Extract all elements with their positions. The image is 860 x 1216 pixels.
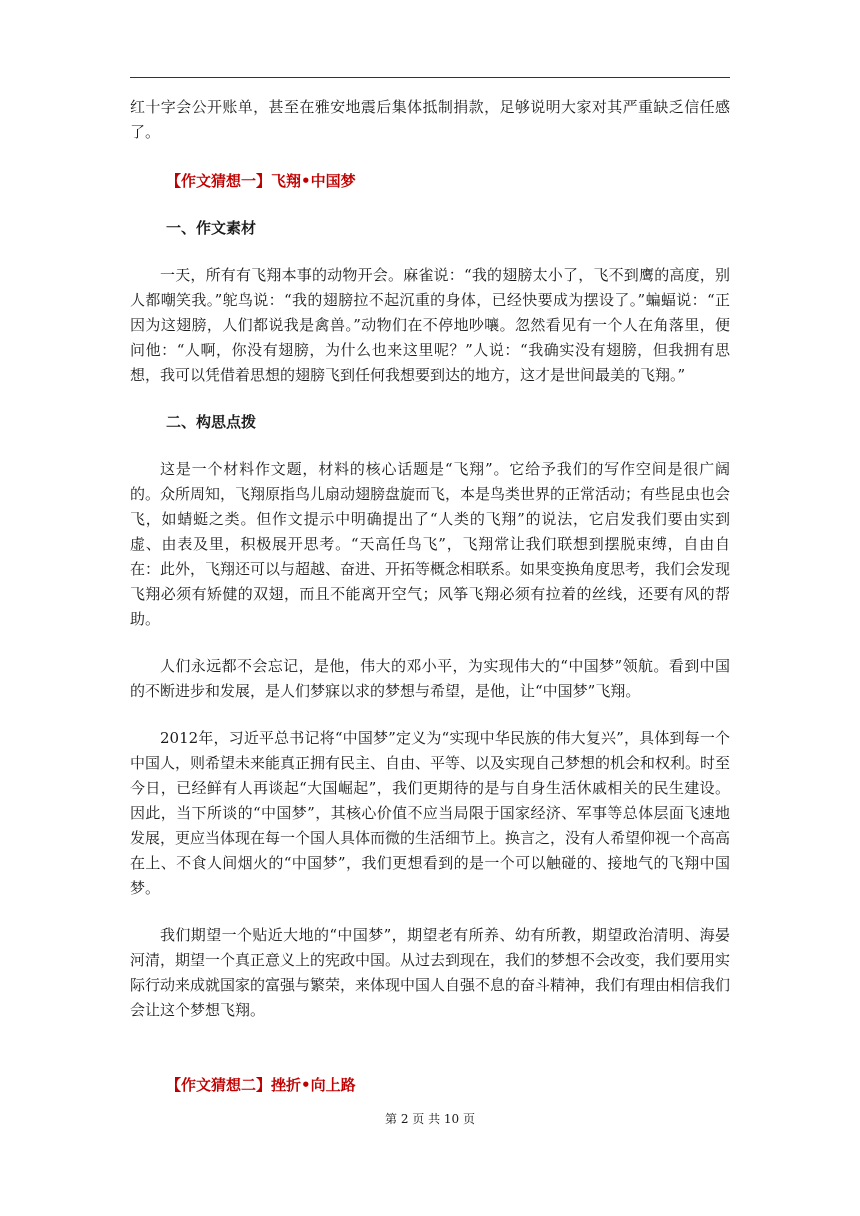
section1-subheading-material: 一、作文素材 [166, 219, 257, 237]
body-paragraph-2: 人们永远都不会忘记，是他，伟大的邓小平，为实现伟大的“中国梦”领航。看到中国的不断进步和发展，是人们梦寐以求的梦想与希望，是他，让“中国梦”飞翔。 [130, 657, 730, 700]
section2-title: 【作文猜想二】挫折•向上路 [166, 1076, 356, 1094]
intro-paragraph: 红十字会公开账单，甚至在雅安地震后集体抵制捐款，足够说明大家对其严重缺乏信任感了。 [130, 98, 730, 141]
body-paragraph-3: 2012年，习近平总书记将“中国梦”定义为“实现中华民族的伟大复兴”，具体到每一个中国人，则希望未来能真正拥有民主、自由、平等、以及实现自己梦想的机会和权利。时至今日，已经鲜有人再谈起“大国崛起”，我们更期待的是与自身生活休戚相关的民生建设。因此，当下所谈的“中国梦”，其核心价值不应当局限于国家经济、军事等总体层面飞速地发展，更应当体现在每一个国人具体而微的生活细节上。换言之，没有人希望仰视一个高高在上、不食人间烟火的“中国梦”，我们更想看到的是一个可以触碰的、接地气的飞翔中国梦。 [130, 729, 731, 897]
page-number: 第 2 页 共 10 页 [385, 1112, 475, 1126]
body-paragraph-1: 这是一个材料作文题，材料的核心话题是“飞翔”。它给予我们的写作空间是很广阔的。众所周知，飞翔原指鸟儿扇动翅膀盘旋而飞，本是鸟类世界的正常活动；有些昆虫也会飞，如蜻蜓之类。但作文提示中明确提出了“人类的飞翔”的说法，它启发我们要由实到虚、由表及里，积极展开思考。“天高任鸟飞”，飞翔常让我们联想到摆脱束缚，自由自在：此外，飞翔还可以与超越、奋进、开拓等概念相联系。如果变换角度思考，我们会发现飞翔必须有矫健的双翅，而且不能离开空气；风筝飞翔必须有拉着的丝线，还要有风的帮助。 [130, 460, 731, 628]
document-body [130, 95, 730, 1098]
body-paragraph-4: 我们期望一个贴近大地的“中国梦”，期望老有所养、幼有所教，期望政治清明、海晏河清，期望一个真正意义上的宪政中国。从过去到现在，我们的梦想不会改变，我们要用实际行动来成就国家的富强与繁荣，来体现中国人自强不息的奋斗精神，我们有理由相信我们会让这个梦想飞翔。 [130, 926, 731, 1019]
material-paragraph: 一天，所有有飞翔本事的动物开会。麻雀说：“我的翅膀太小了，飞不到鹰的高度，别人都嘲笑我。”鸵鸟说：“我的翅膀拉不起沉重的身体，已经快要成为摆设了。”蝙蝠说：“正因为这翅膀，人们都说我是禽兽。”动物们在不停地吵嚷。忽然看见有一个人在角落里，便问他：“人啊，你没有翅膀，为什么也来这里呢？”人说：“我确实没有翅膀，但我拥有思想，我可以凭借着思想的翅膀飞到任何我想要到达的地方，这才是世间最美的飞翔。” [130, 266, 730, 384]
header-rule [130, 77, 730, 78]
section1-subheading-ideas: 二、构思点拨 [166, 413, 257, 431]
section1-title: 【作文猜想一】飞翔•中国梦 [166, 172, 356, 190]
